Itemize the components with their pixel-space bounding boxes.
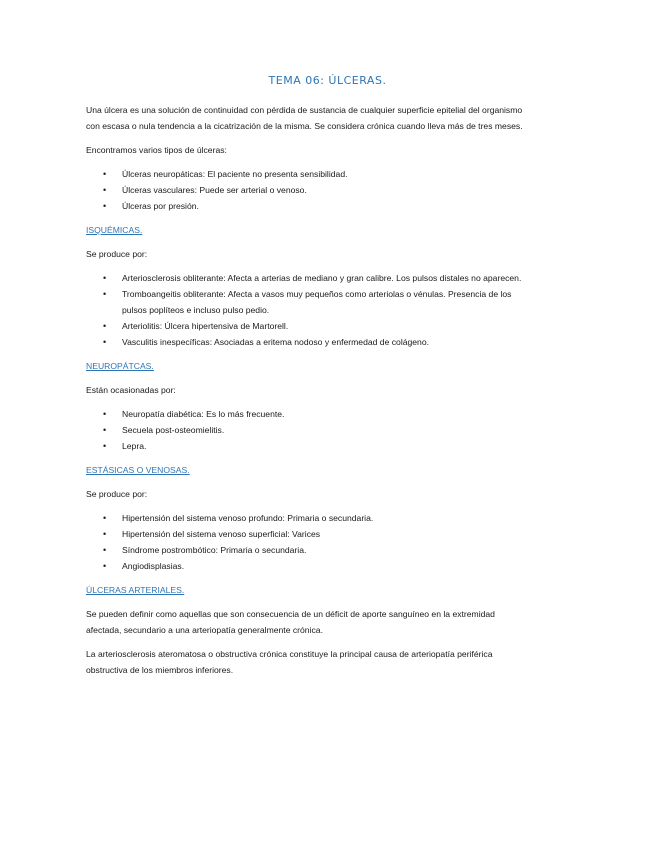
section-heading-venosas: ESTÁSICAS O VENOSAS. xyxy=(86,465,190,475)
types-intro: Encontramos varios tipos de úlceras: xyxy=(86,145,227,155)
list-item: • Síndrome postrombótico: Primaria o secundaria. xyxy=(86,542,526,558)
arterial-paragraph-1: Se pueden definir como aquellas que son consecuencia de un déficit de aporte sanguíneo en la extremidad afectada, secundario a una arteriopatía generalmente crónica. xyxy=(86,609,495,635)
list-item: • Tromboangeitis obliterante: Afecta a vasos muy pequeños como arteriolas o vénulas. Presencia de los pulsos poplíteos e incluso pulso pedio. xyxy=(86,286,526,318)
section-intro: Se produce por: xyxy=(86,489,148,499)
list-item: • Hipertensión del sistema venoso superficial: Varices xyxy=(86,526,526,542)
list-item: • Neuropatía diabética: Es lo más frecuente. xyxy=(86,406,526,422)
list-item: • Lepra. xyxy=(86,438,526,454)
section-heading-arteriales: ÚLCERAS ARTERIALES. xyxy=(86,585,185,595)
isquemicas-list xyxy=(86,270,526,350)
document-title: TEMA 06: ÚLCERAS. xyxy=(268,74,387,87)
intro-paragraph: Una úlcera es una solución de continuidad con pérdida de sustancia de cualquier superficie epitelial del organismo con escasa o nula tendencia a la cicatrización de la misma. Se considera crónica cuando lleva más de tres meses. xyxy=(86,105,523,131)
list-item: • Arteriosclerosis obliterante: Afecta a arterias de mediano y gran calibre. Los pulsos distales no aparecen. xyxy=(86,270,526,286)
list-item: • Vasculitis inespecíficas: Asociadas a eritema nodoso y enfermedad de colágeno. xyxy=(86,334,526,350)
neuropaticas-list xyxy=(86,406,526,454)
list-item: • Úlceras por presión. xyxy=(86,198,526,214)
list-item: • Úlceras vasculares: Puede ser arterial o venoso. xyxy=(86,182,526,198)
list-item: • Úlceras neuropáticas: El paciente no presenta sensibilidad. xyxy=(86,166,526,182)
section-heading-isquemicas: ISQUÉMICAS. xyxy=(86,225,143,235)
document-body xyxy=(86,102,526,686)
arterial-paragraph-2: La arteriosclerosis ateromatosa o obstructiva crónica constituye la principal causa de arteriopatía periférica obstructiva de los miembros inferiores. xyxy=(86,649,493,675)
section-intro: Están ocasionadas por: xyxy=(86,385,176,395)
venosas-list xyxy=(86,510,526,574)
types-list xyxy=(86,166,526,214)
list-item: • Arteriolitis: Úlcera hipertensiva de Martorell. xyxy=(86,318,526,334)
list-item: • Hipertensión del sistema venoso profundo: Primaria o secundaria. xyxy=(86,510,526,526)
list-item: • Angiodisplasias. xyxy=(86,558,526,574)
section-heading-neuropaticas: NEUROPÁTCAS. xyxy=(86,361,154,371)
section-intro: Se produce por: xyxy=(86,249,148,259)
list-item: • Secuela post-osteomielitis. xyxy=(86,422,526,438)
